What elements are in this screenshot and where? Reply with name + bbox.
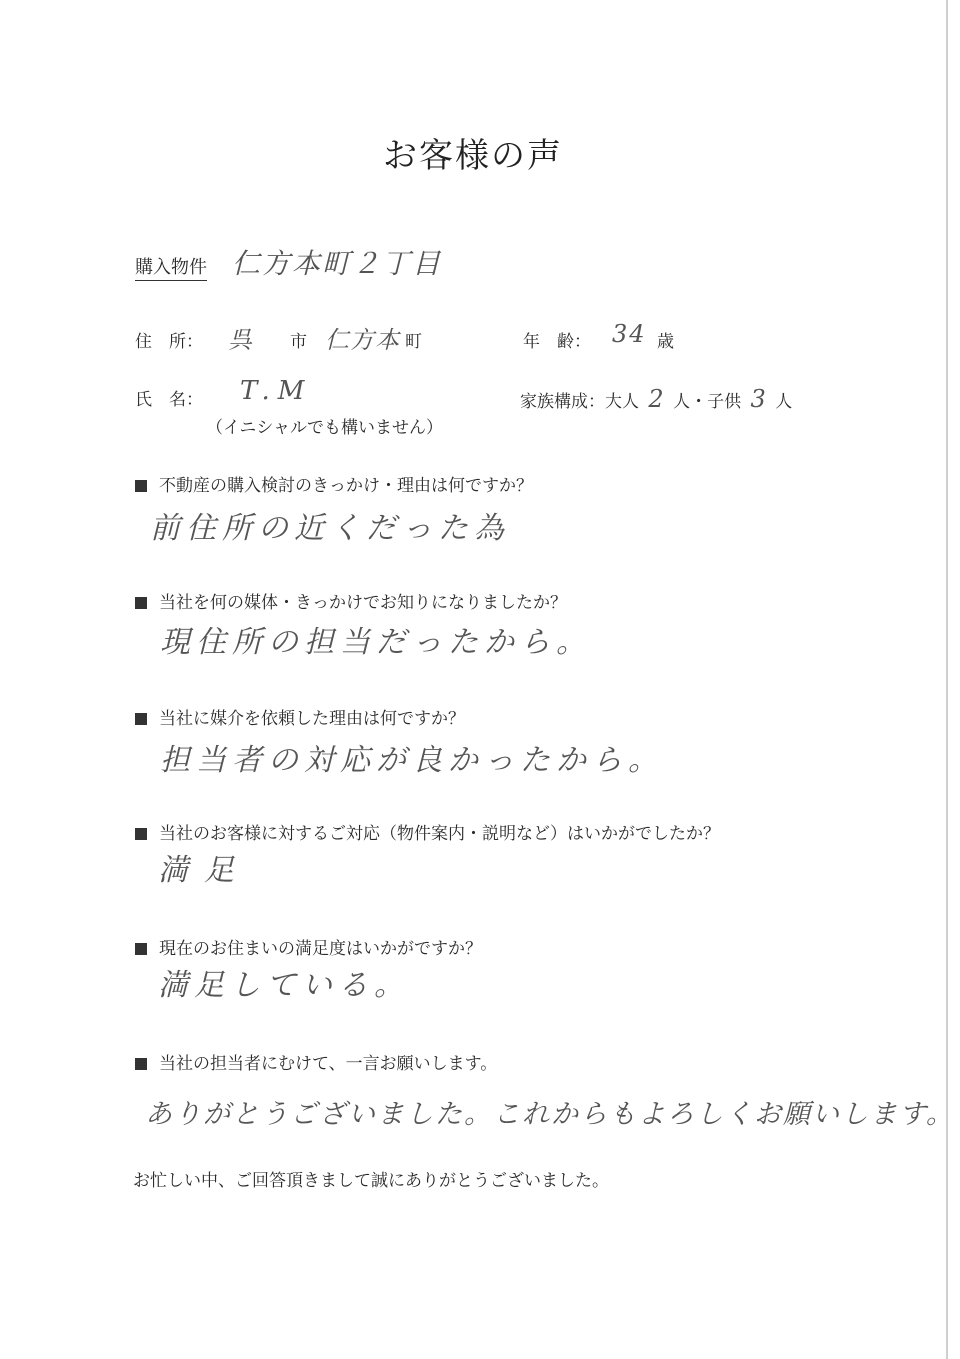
answer-2: 現住所の担当だったから。 [160, 625, 592, 660]
address-town: 仁方本 [325, 326, 400, 354]
question-text: 当社のお客様に対するご対応（物件案内・説明など）はいかがでしたか？ [159, 824, 720, 844]
address-town-unit: 町 [405, 332, 422, 352]
question-text: 当社の担当者にむけて、一言お願いします。 [159, 1054, 498, 1074]
address-city-unit: 市 [290, 332, 307, 352]
family-label: 家族構成： [520, 392, 605, 412]
answer-3: 担当者の対応が良かったから。 [160, 743, 664, 778]
property-row [135, 253, 207, 279]
question-text: 当社を何の媒体・きっかけでお知りになりましたか？ [159, 593, 567, 613]
page-edge [946, 0, 948, 1359]
family-row [520, 385, 792, 413]
page-title: お客様の声 [383, 136, 563, 176]
question-text: 不動産の購入検討のきっかけ・理由は何ですか？ [159, 476, 533, 496]
name-label: 氏 名： [135, 390, 203, 410]
answer-5: 満足している。 [158, 968, 410, 1003]
family-adults-unit: 人・子供 [673, 392, 742, 412]
property-value: 仁方本町２丁目 [232, 247, 443, 280]
age-unit: 歳 [657, 332, 674, 352]
question-6 [135, 1049, 497, 1074]
name-value: T.M [240, 376, 313, 406]
name-note: （イニシャルでも構いません） [206, 418, 443, 438]
question-2 [135, 588, 567, 613]
question-text: 現在のお住まいの満足度はいかがですか？ [159, 939, 482, 959]
age-value: 34 [612, 320, 647, 348]
answer-4: 満足 [158, 853, 250, 888]
answer-6: ありがとうございました。これからもよろしくお願いします。 [145, 1099, 955, 1130]
family-children: 3 [750, 385, 766, 413]
property-label: 購入物件 [135, 257, 207, 281]
question-5 [135, 934, 482, 959]
family-children-unit: 人 [775, 392, 793, 412]
family-adults-label: 大人 [605, 392, 639, 412]
question-text: 当社に媒介を依頼した理由は何ですか？ [159, 709, 465, 729]
address-label: 住 所： [135, 332, 203, 352]
question-3 [135, 704, 465, 729]
square-bullet-icon [135, 943, 147, 955]
question-1 [135, 471, 533, 496]
square-bullet-icon [135, 1058, 147, 1070]
address-city: 呉 [228, 326, 258, 354]
square-bullet-icon [135, 480, 147, 492]
square-bullet-icon [135, 828, 147, 840]
family-adults: 2 [648, 385, 664, 413]
closing-message: お忙しい中、ご回答頂きまして誠にありがとうございました。 [133, 1171, 609, 1191]
square-bullet-icon [135, 597, 147, 609]
age-label: 年 齢： [523, 332, 591, 352]
question-4 [135, 819, 720, 844]
answer-1: 前住所の近くだった為 [150, 511, 510, 546]
square-bullet-icon [135, 713, 147, 725]
